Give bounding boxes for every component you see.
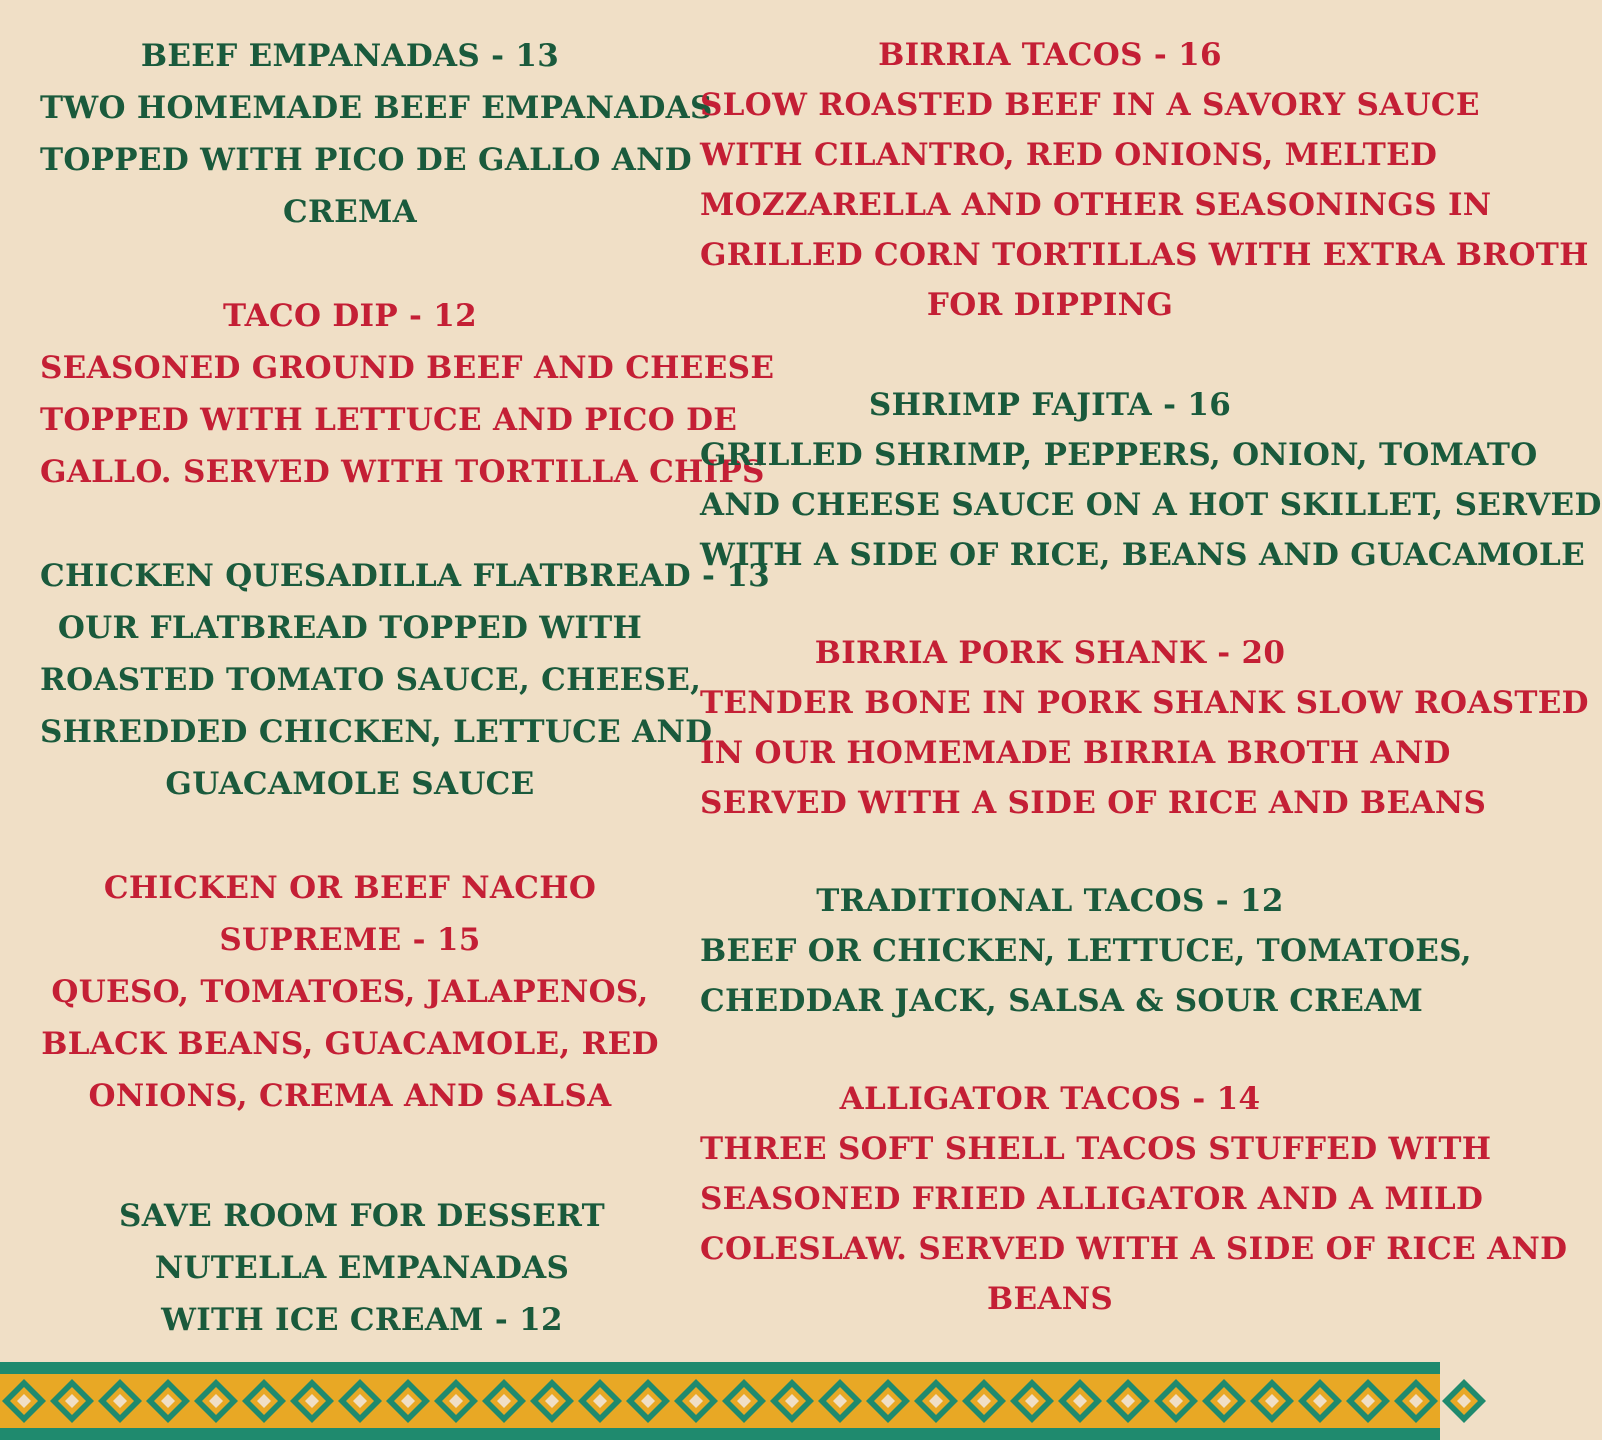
item-description-line: CHEDDAR JACK, SALSA & SOUR CREAM [700,983,1424,1019]
menu-item-birria-tacos [700,30,1589,330]
menu-left-column [40,0,775,1346]
item-description-line: GUACAMOLE SAUCE [165,766,535,802]
menu-item-beef-empanadas [40,30,713,238]
menu-right-column [700,0,1602,1324]
item-description-line: GRILLED CORN TORTILLAS WITH EXTRA BROTH [700,237,1589,273]
menu-item-taco-dip [40,290,775,498]
item-title: CHICKEN OR BEEF NACHO [103,870,597,906]
item-description-line: TENDER BONE IN PORK SHANK SLOW ROASTED [700,685,1589,721]
item-description-line: TOPPED WITH LETTUCE AND PICO DE [40,402,738,438]
item-description-line: SERVED WITH A SIDE OF RICE AND BEANS [700,785,1487,821]
menu-item-nacho-supreme [40,862,660,1122]
item-description-line: ONIONS, CREMA AND SALSA [88,1078,612,1114]
item-description-line: IN OUR HOMEMADE BIRRIA BROTH AND [700,735,1451,771]
menu-item-birria-pork-shank [700,628,1589,828]
item-description-line: SEASONED FRIED ALLIGATOR AND A MILD [700,1181,1484,1217]
item-title: TACO DIP - 12 [222,298,478,334]
item-description-line: COLESLAW. SERVED WITH A SIDE OF RICE AND [700,1231,1568,1267]
aztec-pattern-icon [0,1362,1440,1440]
item-description-line: WITH CILANTRO, RED ONIONS, MELTED [700,137,1438,173]
item-title: TRADITIONAL TACOS - 12 [816,883,1284,919]
item-title: SUPREME - 15 [219,922,481,958]
item-description-line: GALLO. SERVED WITH TORTILLA CHIPS [40,454,765,490]
item-title: NUTELLA EMPANADAS [154,1250,570,1286]
menu-item-dessert [40,1190,660,1346]
menu-item-chicken-quesadilla-flatbread [40,550,771,810]
item-title: BIRRIA TACOS - 16 [878,37,1222,73]
item-title: CHICKEN QUESADILLA FLATBREAD - 13 [40,558,771,594]
item-title: WITH ICE CREAM - 12 [161,1302,563,1338]
item-description-line: AND CHEESE SAUCE ON A HOT SKILLET, SERVED [700,487,1602,523]
item-description-line: TWO HOMEMADE BEEF EMPANADAS [40,90,713,126]
menu-item-traditional-tacos [700,876,1472,1026]
item-description-line: QUESO, TOMATOES, JALAPENOS, [51,974,649,1010]
item-description-line: BEEF OR CHICKEN, LETTUCE, TOMATOES, [700,933,1472,969]
item-description-line: BLACK BEANS, GUACAMOLE, RED [41,1026,659,1062]
item-description-line: WITH A SIDE OF RICE, BEANS AND GUACAMOLE [700,537,1585,573]
menu-item-alligator-tacos [700,1074,1568,1324]
item-description-line: MOZZARELLA AND OTHER SEASONINGS IN [700,187,1492,223]
item-description-line: OUR FLATBREAD TOPPED WITH [57,610,643,646]
decorative-border [0,1362,1440,1440]
item-description-line: GRILLED SHRIMP, PEPPERS, ONION, TOMATO [700,437,1538,473]
item-description-line: ROASTED TOMATO SAUCE, CHEESE, [40,662,702,698]
dessert-heading: SAVE ROOM FOR DESSERT [119,1198,605,1234]
item-description-line: THREE SOFT SHELL TACOS STUFFED WITH [700,1131,1492,1167]
item-description-line: SHREDDED CHICKEN, LETTUCE AND [40,714,713,750]
item-description-line: CREMA [283,194,417,230]
item-title: ALLIGATOR TACOS - 14 [839,1081,1261,1117]
item-description-line: FOR DIPPING [926,287,1174,323]
item-title: BIRRIA PORK SHANK - 20 [814,635,1286,671]
item-description-line: SLOW ROASTED BEEF IN A SAVORY SAUCE [700,87,1480,123]
item-title: BEEF EMPANADAS - 13 [140,38,560,74]
item-description-line: BEANS [986,1281,1114,1317]
item-description-line: TOPPED WITH PICO DE GALLO AND [40,142,692,178]
item-title: SHRIMP FAJITA - 16 [868,387,1232,423]
item-description-line: SEASONED GROUND BEEF AND CHEESE [40,350,775,386]
menu-item-shrimp-fajita [700,380,1602,580]
